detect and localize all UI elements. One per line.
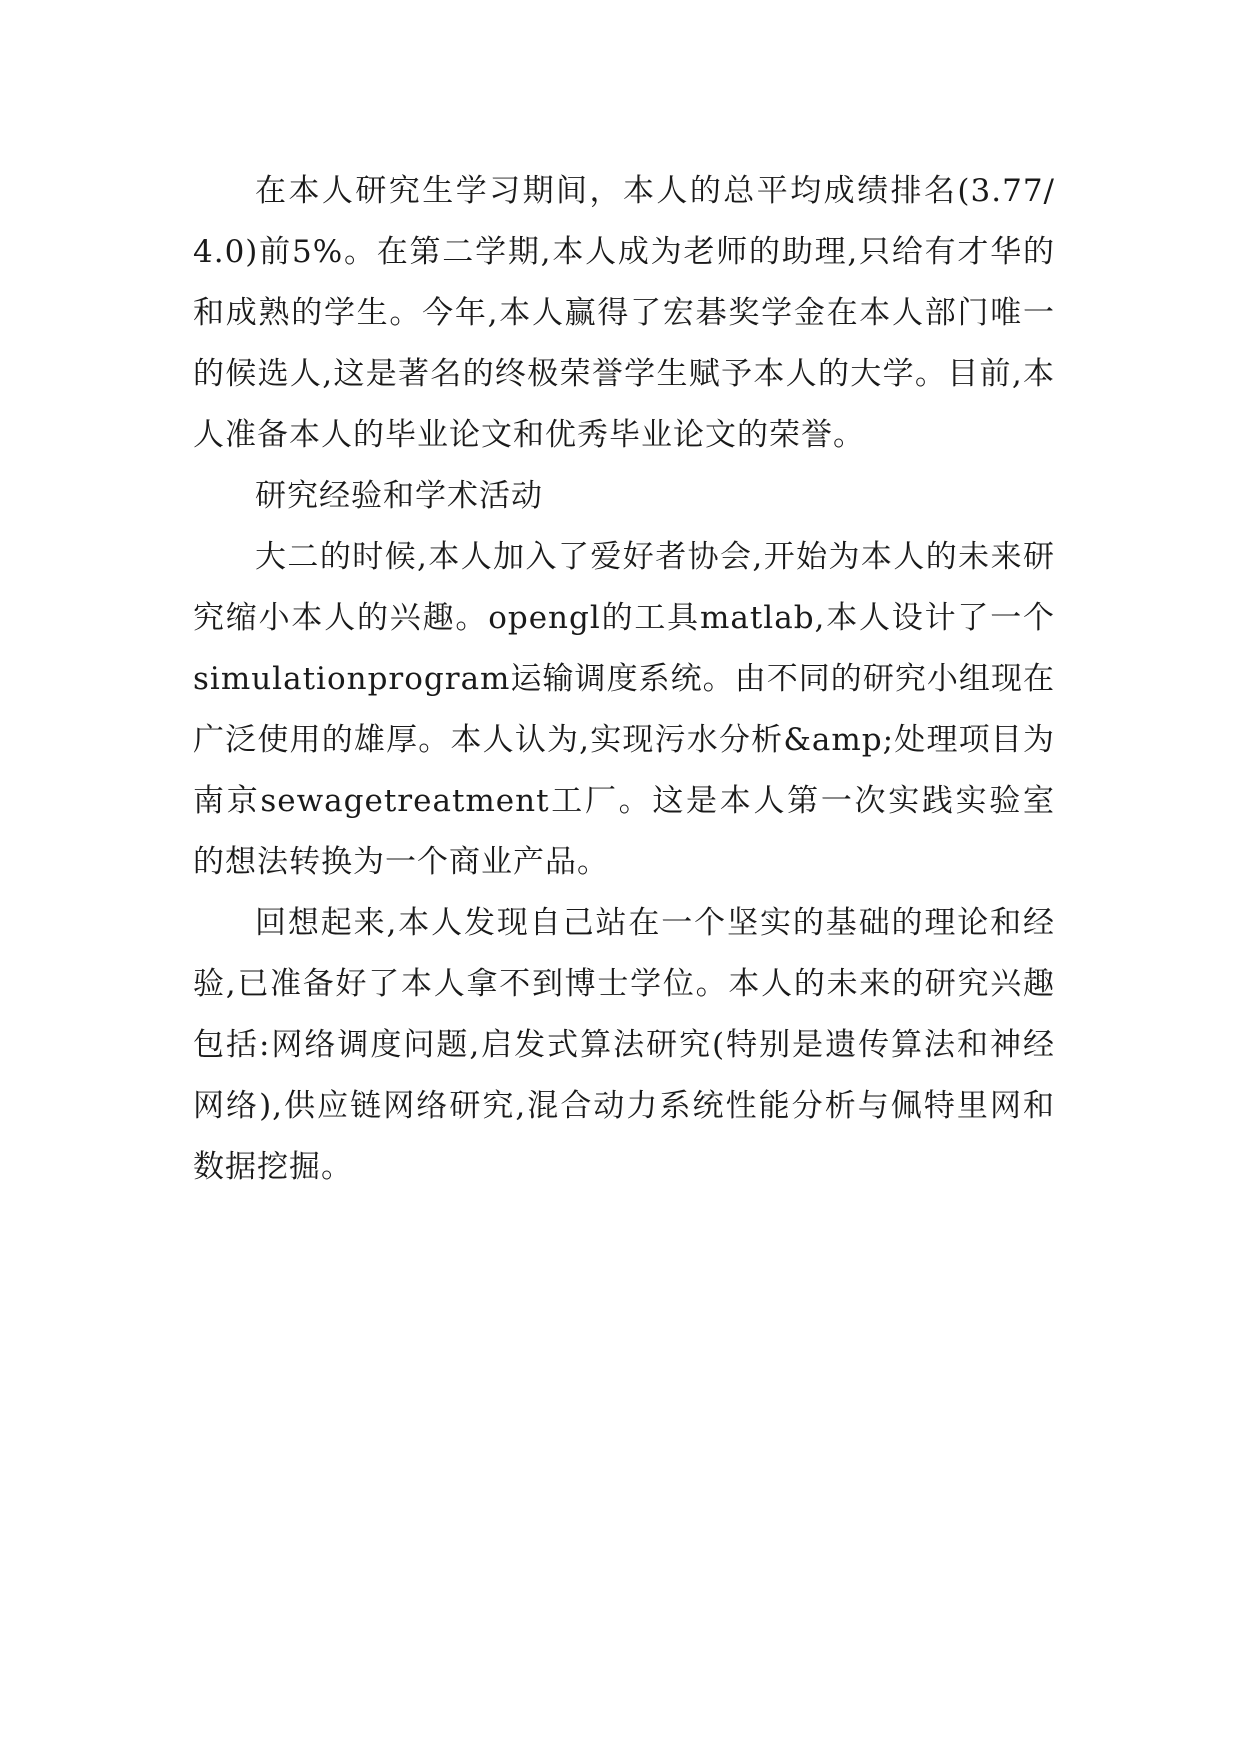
paragraph-academic-record: 在本人研究生学习期间，本人的总平均成绩排名(3.77/4.0)前5%。在第二学期,本人成为老师的助理,只给有才华的和成熟的学生。今年,本人赢得了宏碁奖学金在本人部门唯一的候选人,这是著名的终极荣誉学生赋予本人的大学。目前,本人准备本人的毕业论文和优秀毕业论文的荣誉。 [193,173,1055,453]
section-heading-research: 研究经验和学术活动 [255,478,543,514]
document-body [193,161,1055,1198]
paragraph-future-interests: 回想起来,本人发现自己站在一个坚实的基础的理论和经验,已准备好了本人拿不到博士学位。本人的未来的研究兴趣包括:网络调度问题,启发式算法研究(特别是遗传算法和神经网络),供应链网络研究,混合动力系统性能分析与佩特里网和数据挖掘。 [193,905,1055,1185]
paragraph-research-experience: 大二的时候,本人加入了爱好者协会,开始为本人的未来研究缩小本人的兴趣。opengl的工具matlab,本人设计了一个simulationprogram运输调度系统。由不同的研究小组现在广泛使用的雄厚。本人认为,实现污水分析&amp;处理项目为南京sewagetreatment工厂。这是本人第一次实践实验室的想法转换为一个商业产品。 [193,539,1055,880]
